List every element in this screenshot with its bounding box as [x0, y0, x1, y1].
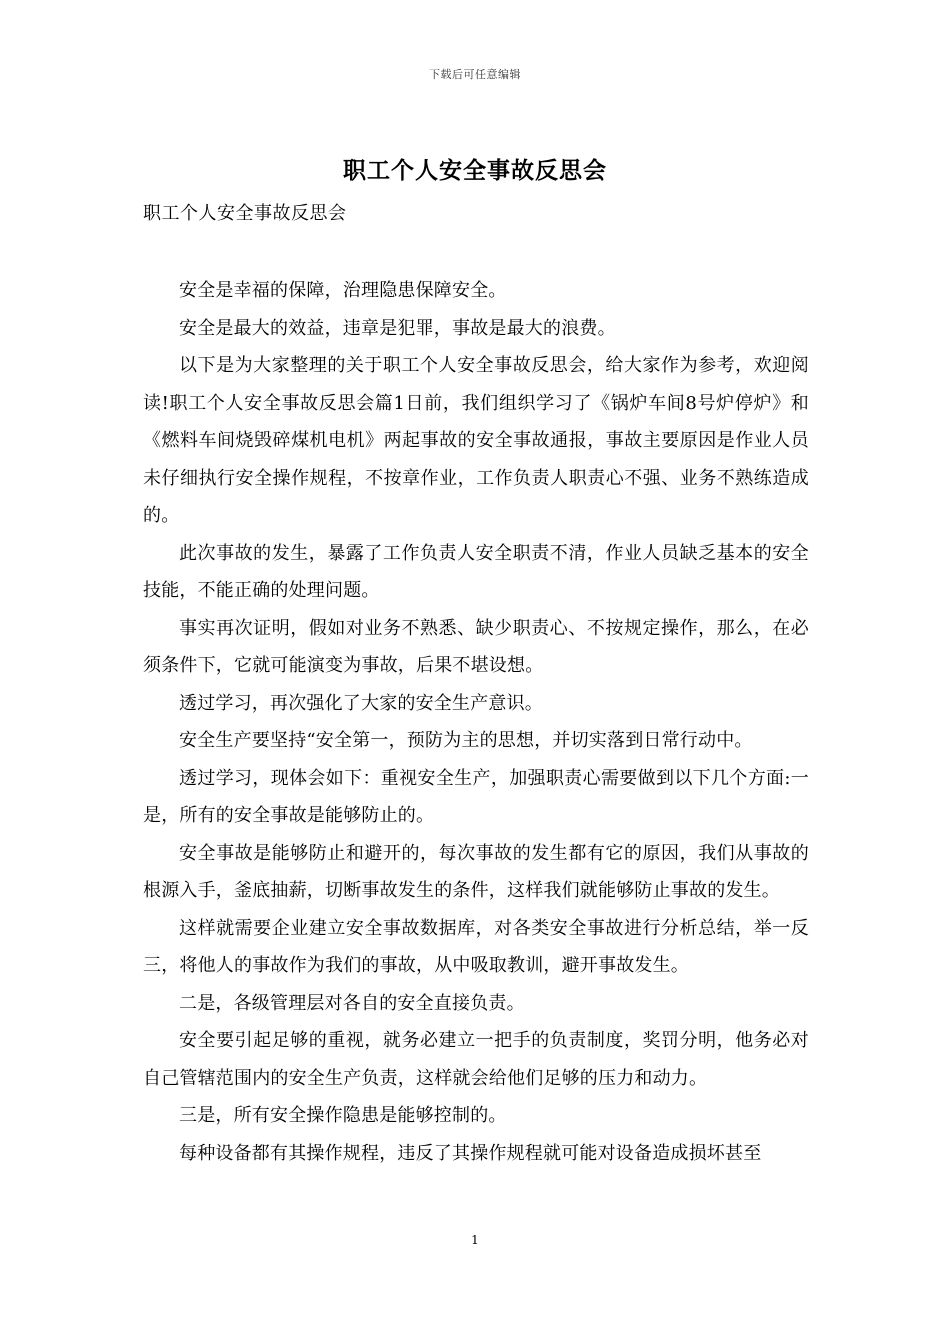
paragraph: 此次事故的发生，暴露了工作负责人安全职责不清，作业人员缺乏基本的安全技能，不能正确的处理问题。	[143, 542, 809, 601]
paragraph: 以下是为大家整理的关于职工个人安全事故反思会，给大家作为参考，欢迎阅读!职工个人安全事故反思会篇1日前，我们组织学习了《锅炉车间8号炉停炉》和《燃料车间烧毁碎煤机电机》两起事故的安全事故通报，事故主要原因是作业人员未仔细执行安全操作规程，不按章作业，工作负责人职责心不强、业务不熟练造成的。	[143, 355, 809, 526]
paragraph: 安全生产要坚持“安全第一，预防为主的思想，并切实落到日常行动中。	[179, 730, 753, 751]
document-subtitle: 职工个人安全事故反思会	[143, 203, 347, 224]
document-title: 职工个人安全事故反思会	[343, 157, 607, 184]
header-note: 下载后可任意编辑	[429, 68, 521, 81]
paragraph: 安全事故是能够防止和避开的，每次事故的发生都有它的原因，我们从事故的根源入手，釜底抽薪，切断事故发生的条件，这样我们就能够防止事故的发生。	[143, 842, 809, 901]
paragraph: 安全要引起足够的重视，就务必建立一把手的负责制度，奖罚分明，他务必对自己管辖范围内的安全生产负责，这样就会给他们足够的压力和动力。	[143, 1030, 809, 1089]
paragraph: 透过学习，再次强化了大家的安全生产意识。	[179, 692, 543, 714]
paragraph: 三是，所有安全操作隐患是能够控制的。	[179, 1105, 507, 1126]
paragraph: 透过学习，现体会如下：重视安全生产，加强职责心需要做到以下几个方面:一是，所有的安全事故是能够防止的。	[143, 767, 809, 826]
paragraph: 二是，各级管理层对各自的安全直接负责。	[179, 992, 525, 1014]
document-body	[143, 272, 809, 1172]
paragraph: 安全是最大的效益，违章是犯罪，事故是最大的浪费。	[179, 317, 616, 339]
page-number: 1	[471, 1233, 479, 1247]
paragraph: 这样就需要企业建立安全事故数据库，对各类安全事故进行分析总结，举一反三，将他人的事故作为我们的事故，从中吸取教训，避开事故发生。	[143, 917, 809, 976]
paragraph: 事实再次证明，假如对业务不熟悉、缺少职责心、不按规定操作，那么，在必须条件下，它就可能演变为事故，后果不堪设想。	[143, 617, 809, 676]
paragraph: 每种设备都有其操作规程，违反了其操作规程就可能对设备造成损坏甚至	[179, 1142, 762, 1164]
paragraph: 安全是幸福的保障，治理隐患保障安全。	[179, 280, 507, 301]
